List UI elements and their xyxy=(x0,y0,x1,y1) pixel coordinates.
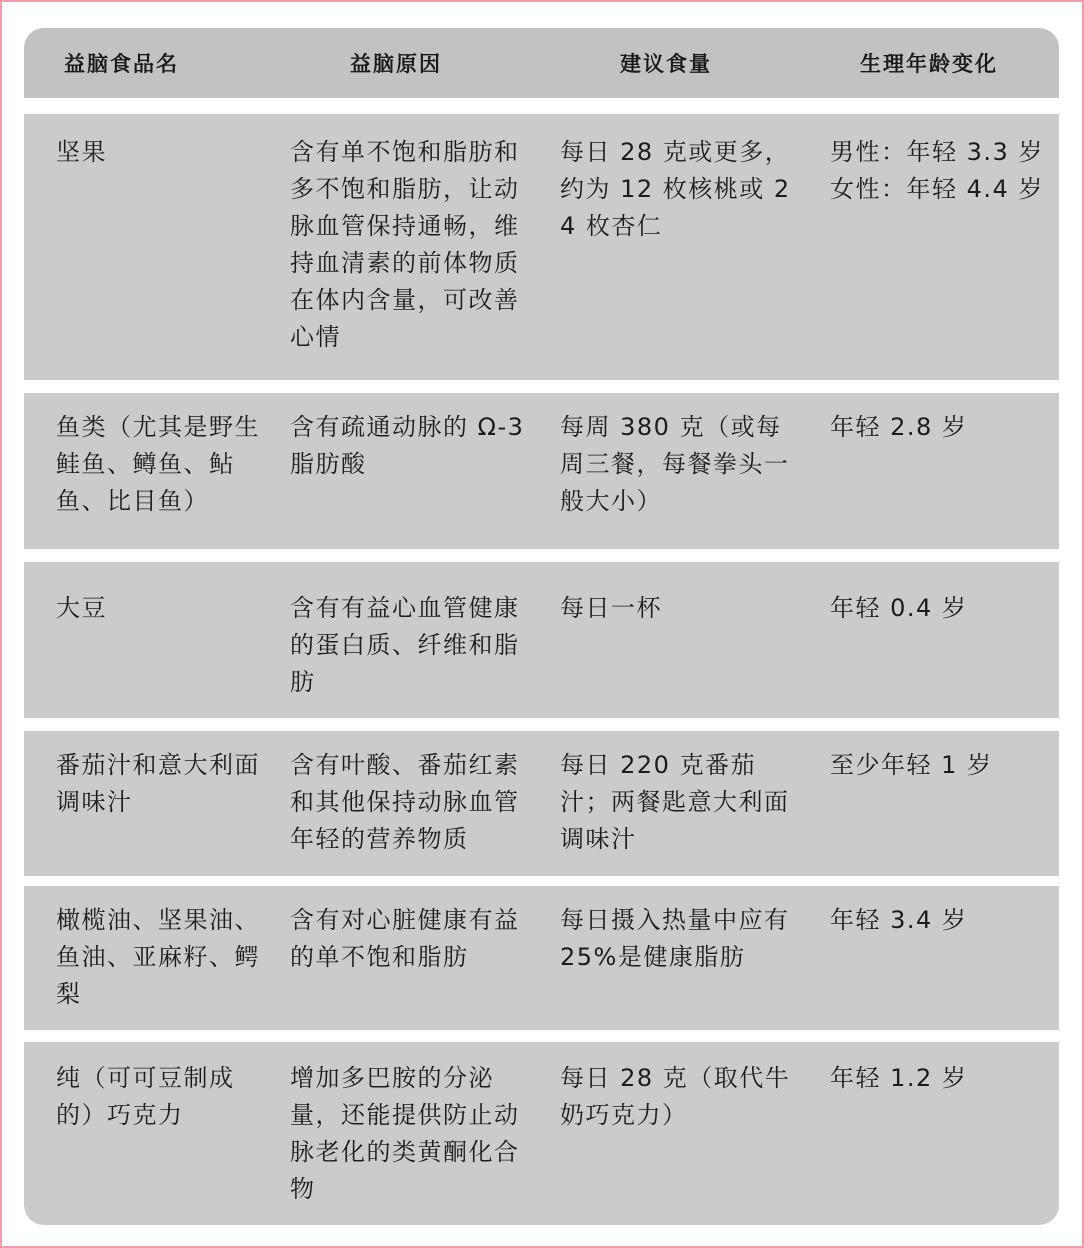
table-row xyxy=(24,393,1059,549)
table-header xyxy=(24,28,1059,98)
header-age-change: 生理年龄变化 xyxy=(860,52,998,76)
age-line: 年轻 3.4 岁 xyxy=(830,906,968,934)
table-row xyxy=(24,562,1059,718)
cell-reason: 含有有益心血管健康的蛋白质、纤维和脂肪 xyxy=(290,594,520,696)
header-amount: 建议食量 xyxy=(620,52,712,76)
cell-reason: 含有单不饱和脂肪和多不饱和脂肪，让动脉血管保持通畅，维持血清素的前体物质在体内含量，可改善心情 xyxy=(290,138,520,351)
age-line: 年轻 2.8 岁 xyxy=(830,413,968,441)
cell-age-change xyxy=(830,1060,1045,1097)
header-reason: 益脑原因 xyxy=(350,52,442,76)
table-row xyxy=(24,731,1059,876)
age-line: 年轻 1.2 岁 xyxy=(830,1064,968,1092)
cell-age-change xyxy=(830,590,1045,627)
cell-amount: 每日 220 克番茄汁；两餐匙意大利面调味汁 xyxy=(560,751,790,853)
cell-food: 大豆 xyxy=(56,594,107,622)
table-row xyxy=(24,886,1059,1030)
brain-food-table xyxy=(24,28,1059,1225)
cell-reason: 增加多巴胺的分泌量，还能提供防止动脉老化的类黄酮化合物 xyxy=(290,1064,520,1203)
cell-age-change xyxy=(830,134,1045,208)
table-row xyxy=(24,1042,1059,1225)
age-line: 年轻 0.4 岁 xyxy=(830,594,968,622)
cell-age-change xyxy=(830,409,1045,446)
cell-amount: 每日一杯 xyxy=(560,594,662,622)
cell-food: 纯（可可豆制成的）巧克力 xyxy=(56,1064,235,1129)
cell-age-change xyxy=(830,747,1045,784)
cell-food: 番茄汁和意大利面调味汁 xyxy=(56,751,260,816)
cell-reason: 含有对心脏健康有益的单不饱和脂肪 xyxy=(290,906,520,971)
age-line: 男性：年轻 3.3 岁 xyxy=(830,138,1044,166)
cell-amount: 每日摄入热量中应有 25%是健康脂肪 xyxy=(560,906,790,971)
age-line: 至少年轻 1 岁 xyxy=(830,751,993,779)
cell-reason: 含有疏通动脉的 Ω-3 脂肪酸 xyxy=(290,413,525,478)
cell-food: 坚果 xyxy=(56,138,107,166)
header-food-name: 益脑食品名 xyxy=(64,52,179,76)
cell-amount: 每日 28 克（取代牛奶巧克力） xyxy=(560,1064,791,1129)
table-row xyxy=(24,114,1059,380)
age-line: 女性：年轻 4.4 岁 xyxy=(830,175,1044,203)
cell-reason: 含有叶酸、番茄红素和其他保持动脉血管年轻的营养物质 xyxy=(290,751,520,853)
cell-amount: 每日 28 克或更多，约为 12 枚核桃或 24 枚杏仁 xyxy=(560,138,791,240)
cell-food: 橄榄油、坚果油、鱼油、亚麻籽、鳄梨 xyxy=(56,906,260,1008)
cell-age-change xyxy=(830,902,1045,939)
cell-amount: 每周 380 克（或每周三餐，每餐拳头一般大小） xyxy=(560,413,790,515)
cell-food: 鱼类（尤其是野生鲑鱼、鳟鱼、鲇鱼、比目鱼） xyxy=(56,413,260,515)
